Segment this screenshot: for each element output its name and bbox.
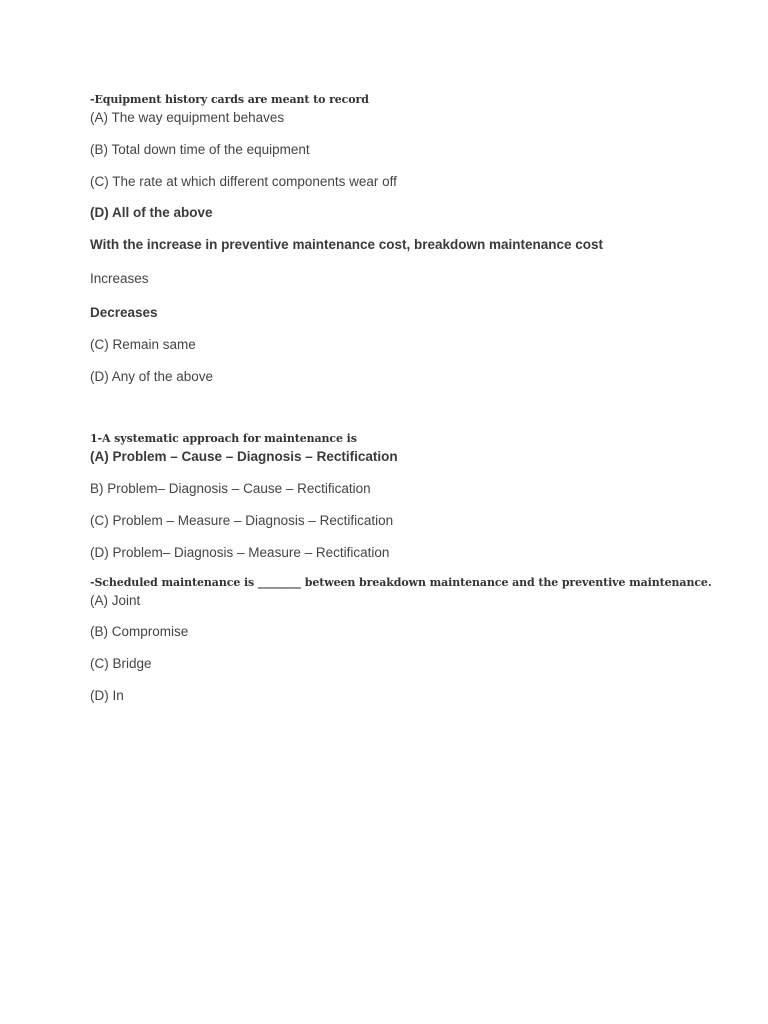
question-3-option-b: B) Problem– Diagnosis – Cause – Rectification <box>90 481 371 496</box>
question-1-prompt: -Equipment history cards are meant to record <box>90 93 369 106</box>
question-4-option-d: (D) In <box>90 688 124 703</box>
question-4-prompt: -Scheduled maintenance is ________ between breakdown maintenance and the preventive maintenance. <box>90 576 712 589</box>
question-3-option-c: (C) Problem – Measure – Diagnosis – Rectification <box>90 513 394 528</box>
question-2-prompt: With the increase in preventive maintenance cost, breakdown maintenance cost <box>90 237 604 252</box>
question-4-option-c: (C) Bridge <box>90 656 152 671</box>
question-1-option-c: (C) The rate at which different components wear off <box>90 174 397 189</box>
question-1-option-b: (B) Total down time of the equipment <box>90 142 310 157</box>
question-3-prompt: 1-A systematic approach for maintenance is <box>90 432 357 445</box>
question-4-option-a: (A) Joint <box>90 593 141 608</box>
question-1-option-d: (D) All of the above <box>90 205 213 220</box>
question-2-option-a: Increases <box>90 271 149 286</box>
question-2-option-d: (D) Any of the above <box>90 369 214 384</box>
question-2-option-c: (C) Remain same <box>90 337 196 352</box>
question-1-option-a: (A) The way equipment behaves <box>90 110 285 125</box>
question-4-option-b: (B) Compromise <box>90 624 189 639</box>
question-2-option-b: Decreases <box>90 305 158 320</box>
question-3-option-d: (D) Problem– Diagnosis – Measure – Rectification <box>90 545 390 560</box>
question-3-option-a: (A) Problem – Cause – Diagnosis – Rectification <box>90 449 398 464</box>
